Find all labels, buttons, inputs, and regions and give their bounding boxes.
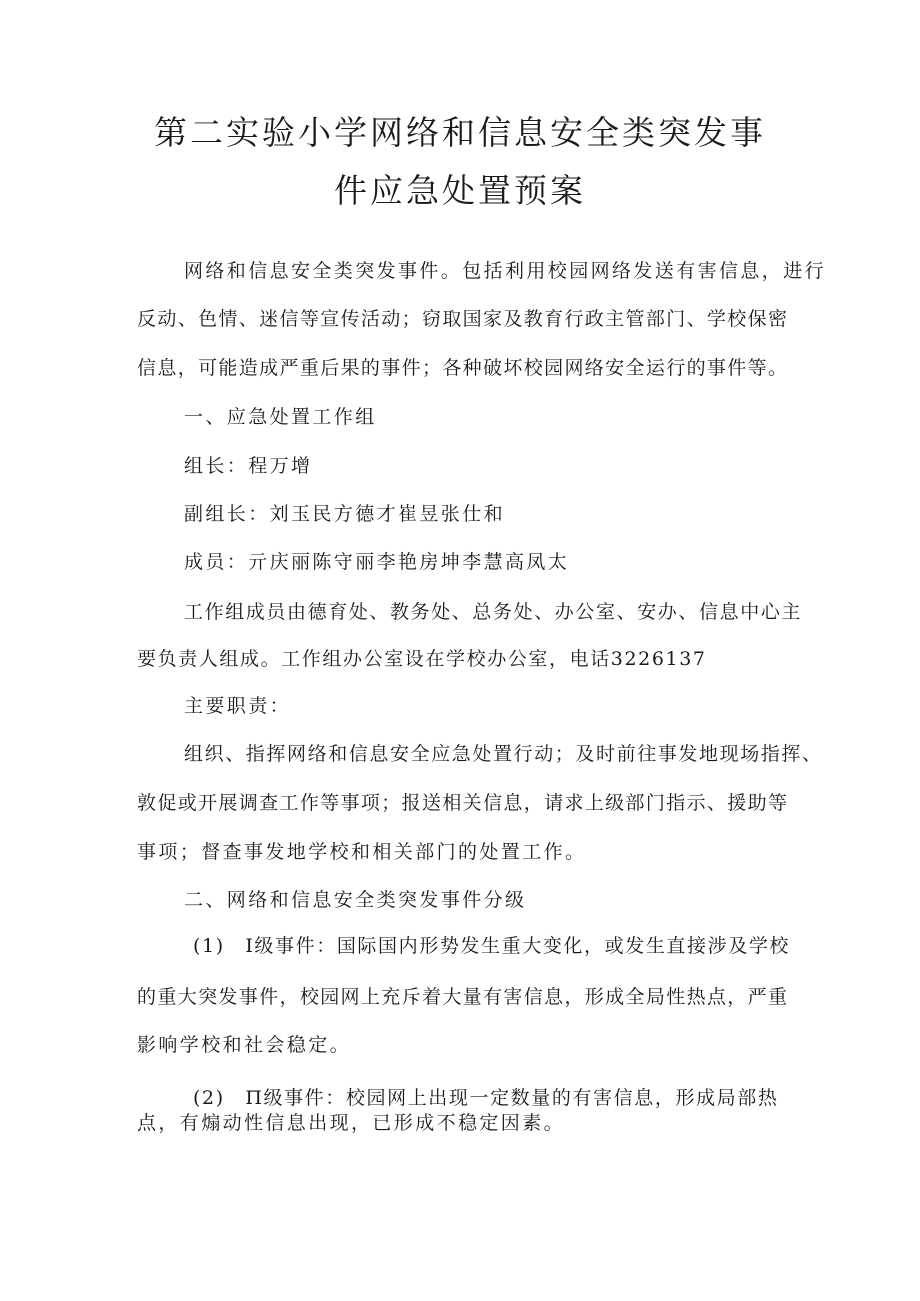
duties-line-2: 敦促或开展调查工作等事项；报送相关信息，请求上级部门指示、援助等 bbox=[137, 792, 787, 814]
level-2-line-1: (2) Π级事件：校园网上出现一定数量的有害信息，形成局部热 bbox=[193, 1087, 779, 1109]
document-title-line-2: 件应急处置预案 bbox=[334, 171, 586, 210]
duties-line-3: 事项；督查事发地学校和相关部门的处置工作。 bbox=[137, 841, 587, 863]
intro-line-3: 信息，可能造成严重后果的事件；各种破坏校园网络安全运行的事件等。 bbox=[137, 357, 787, 379]
leader-line: 组长：程万增 bbox=[184, 455, 313, 477]
intro-line-1: 网络和信息安全类突发事件。包括利用校园网络发送有害信息，进行 bbox=[184, 260, 827, 282]
intro-line-2: 反动、色情、迷信等宣传活动；窃取国家及教育行政主管部门、学校保密 bbox=[137, 308, 787, 330]
level-1-line-2: 的重大突发事件，校园网上充斥着大量有害信息，形成全局性热点，严重 bbox=[137, 986, 787, 1008]
document-title-line-1: 第二实验小学网络和信息安全类突发事 bbox=[154, 113, 766, 152]
level-1-line-1: (1) Ⅰ级事件：国际国内形势发生重大变化，或发生直接涉及学校 bbox=[193, 935, 791, 957]
duties-heading: 主要职责： bbox=[184, 695, 292, 717]
group-desc-line-2: 要负责人组成。工作组办公室设在学校办公室，电话3226137 bbox=[137, 648, 707, 670]
level-1-line-3: 影响学校和社会稳定。 bbox=[137, 1034, 352, 1056]
deputy-leaders-line: 副组长：刘玉民方德才崔昱张仕和 bbox=[184, 503, 506, 525]
section-1-heading: 一、应急处置工作组 bbox=[184, 406, 377, 428]
section-2-heading: 二、网络和信息安全类突发事件分级 bbox=[184, 889, 527, 911]
duties-line-1: 组织、指挥网络和信息安全应急处置行动；及时前往事发地现场指挥、 bbox=[184, 743, 823, 765]
level-2-line-2: 点，有煽动性信息出现，已形成不稳定因素。 bbox=[137, 1112, 566, 1134]
group-desc-line-1: 工作组成员由德育处、教务处、总务处、办公室、安办、信息中心主 bbox=[184, 601, 803, 623]
members-line: 成员：亓庆丽陈守丽李艳房坤李慧高凤太 bbox=[184, 551, 570, 573]
